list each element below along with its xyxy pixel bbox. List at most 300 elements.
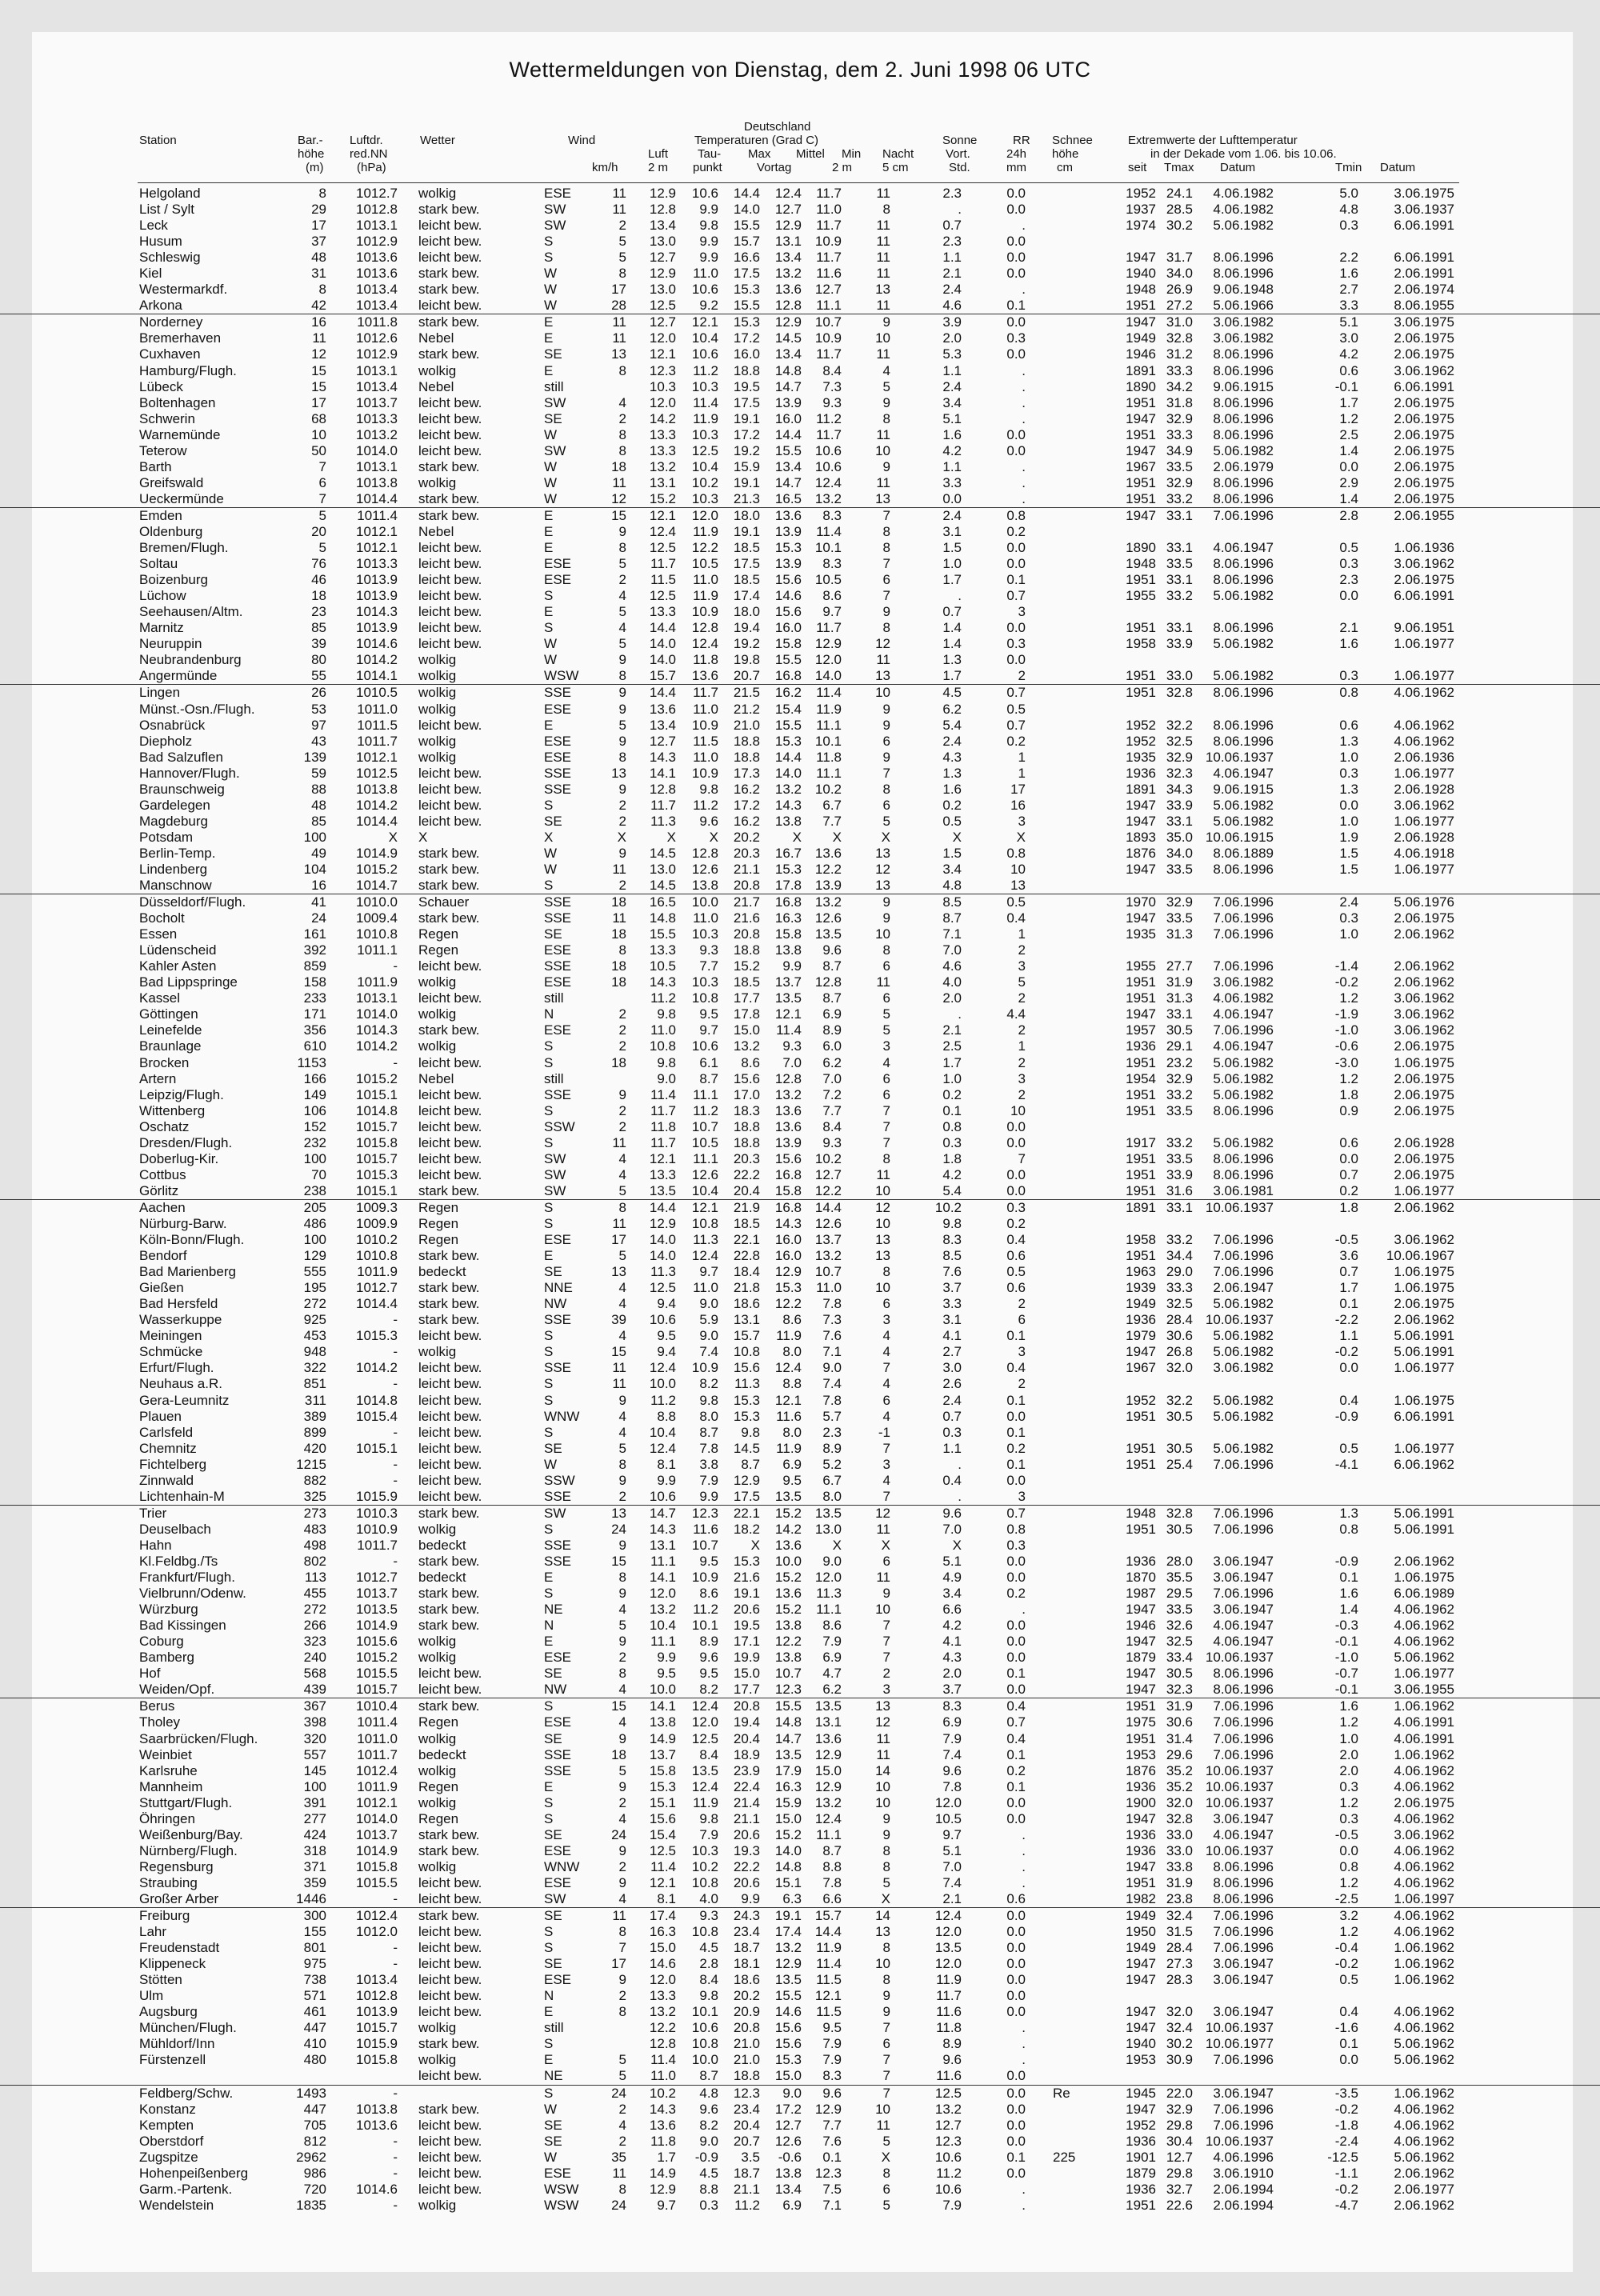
precip-cell: . [1022, 1874, 1026, 1890]
barometer-height-cell: 359 [303, 1874, 326, 1890]
dewpoint-cell: 12.6 [691, 861, 718, 877]
pressure-cell: 1015.5 [356, 1874, 398, 1890]
table-row [0, 1698, 1600, 1714]
header-rr-3: mm [1006, 161, 1026, 174]
barometer-height-cell: 1493 [296, 2085, 326, 2101]
table-row [0, 1167, 1600, 1183]
sunshine-cell: 3.4 [942, 1586, 962, 1602]
station-cell: Feldberg/Schw. [139, 2085, 234, 2101]
table-row [0, 1747, 1600, 1763]
night-temp-cell: 6 [882, 572, 890, 588]
barometer-height-cell: 43 [311, 733, 326, 749]
precip-cell: 0.0 [1006, 1134, 1026, 1150]
barometer-height-cell: 389 [303, 1408, 326, 1424]
pressure-cell: 1012.7 [356, 186, 398, 201]
barometer-height-cell: 158 [303, 974, 326, 990]
pressure-cell: 1013.5 [356, 1602, 398, 1618]
barometer-height-cell: 100 [303, 829, 326, 845]
night-temp-cell: 6 [882, 2036, 890, 2052]
station-cell: Düsseldorf/Flugh. [139, 894, 246, 910]
night-temp-cell: 10 [875, 2101, 890, 2117]
station-cell: Erfurt/Flugh. [139, 1360, 214, 1376]
pressure-cell: 1013.9 [356, 620, 398, 636]
sunshine-cell: 0.5 [942, 813, 962, 829]
precip-cell: 0.0 [1006, 250, 1026, 266]
dewpoint-cell: 10.3 [691, 426, 718, 442]
barometer-height-cell: 139 [303, 749, 326, 765]
tmin-date-cell: 4.06.1962 [1394, 733, 1454, 749]
dewpoint-cell: 10.4 [691, 1182, 718, 1198]
night-temp-cell: 11 [876, 2117, 890, 2133]
wind-direction-cell: ESE [544, 1842, 572, 1858]
max-temp-cell: 24.3 [733, 1908, 760, 1924]
min-temp-cell: 6.7 [822, 797, 842, 813]
night-temp-cell: 7 [882, 588, 890, 604]
wind-direction-cell: W [544, 266, 558, 282]
dewpoint-cell: 11.2 [693, 1602, 718, 1618]
min-temp-cell: 11.1 [816, 717, 842, 733]
air-temp-cell: 14.3 [649, 2101, 676, 2117]
precip-cell: 0.0 [1006, 2101, 1026, 2117]
barometer-height-cell: 113 [304, 1570, 326, 1586]
wind-speed-cell: 4 [618, 1166, 626, 1182]
tmin-date-cell: 4.06.1962 [1394, 2101, 1454, 2117]
max-temp-cell: 20.8 [733, 2020, 760, 2036]
pressure-cell: 1015.1 [356, 1440, 398, 1456]
min-temp-cell: 7.8 [822, 1296, 842, 1312]
tmin-date-cell: 3.06.1962 [1394, 797, 1454, 813]
wind-speed-cell: 9 [618, 1537, 626, 1553]
tmin-cell: -0.9 [1334, 1408, 1358, 1424]
tmin-cell: -3.5 [1334, 2085, 1358, 2101]
barometer-height-cell: 1153 [297, 1054, 326, 1070]
pressure-cell: 1012.1 [356, 523, 398, 539]
weather-cell: wolkig [418, 186, 457, 201]
tmin-cell: 1.2 [1339, 990, 1358, 1006]
barometer-height-cell: 70 [311, 1166, 326, 1182]
sunshine-cell: 8.5 [942, 894, 962, 910]
wind-speed-cell: 11 [612, 2165, 626, 2181]
table-row [0, 1940, 1600, 1956]
wind-direction-cell: ESE [544, 1022, 572, 1038]
barometer-height-cell: 439 [303, 1682, 326, 1698]
wind-speed-cell: 4 [618, 1408, 626, 1424]
station-cell: Brocken [139, 1054, 190, 1070]
tmin-cell: 1.2 [1339, 410, 1358, 426]
weather-cell: leicht bew. [418, 717, 482, 733]
tmin-date-cell: 1.06.1962 [1394, 1698, 1454, 1714]
wind-speed-cell: 4 [618, 1810, 626, 1826]
tmax-cell: 34.3 [1166, 781, 1193, 797]
tmin-cell: 0.4 [1339, 1392, 1358, 1408]
weather-cell: leicht bew. [418, 394, 482, 410]
table-row [0, 1538, 1600, 1554]
pressure-cell: 1013.8 [356, 2101, 398, 2117]
mean-temp-cell: 13.4 [774, 250, 802, 266]
min-temp-cell: 8.3 [822, 556, 842, 572]
tmax-cell: 30.2 [1166, 2036, 1193, 2052]
wind-speed-cell: 8 [618, 426, 626, 442]
station-cell: Kiel [139, 266, 162, 282]
air-temp-cell: 14.0 [649, 636, 676, 652]
barometer-height-cell: 100 [303, 1232, 326, 1248]
wind-speed-cell: 18 [611, 1054, 626, 1070]
sunshine-cell: 0.4 [942, 1472, 962, 1488]
tmin-date-cell: 1.06.1962 [1394, 1956, 1454, 1972]
air-temp-cell: 11.1 [650, 1553, 676, 1569]
wind-speed-cell: X [617, 829, 626, 845]
max-temp-cell: 20.4 [733, 2117, 760, 2133]
weather-cell: stark bew. [418, 202, 480, 218]
pressure-cell: 1011.9 [357, 1778, 398, 1794]
max-temp-cell: 18.8 [733, 1134, 760, 1150]
tmin-cell: 0.8 [1339, 1521, 1358, 1537]
max-temp-cell: 15.3 [733, 1408, 760, 1424]
dewpoint-cell: 8.4 [699, 1746, 718, 1762]
wind-speed-cell: 8 [618, 1570, 626, 1586]
weather-cell: leicht bew. [418, 1666, 482, 1682]
wind-direction-cell: S [544, 1376, 554, 1392]
station-cell: Hannover/Flugh. [139, 765, 240, 781]
station-cell: Braunschweig [139, 781, 225, 797]
pressure-cell: 1011.7 [357, 1746, 398, 1762]
air-temp-cell: 12.7 [649, 733, 676, 749]
precip-cell: 2 [1018, 1054, 1026, 1070]
pressure-cell: 1014.9 [356, 1618, 398, 1634]
precip-cell: 0.0 [1006, 540, 1026, 556]
pressure-cell: 1013.4 [356, 298, 398, 314]
air-temp-cell: 12.9 [649, 1216, 676, 1231]
air-temp-cell: 12.1 [649, 1874, 676, 1890]
night-temp-cell: 8 [882, 1972, 890, 1988]
tmax-cell: 33.5 [1166, 1102, 1193, 1118]
header-seit: seit [1128, 161, 1147, 174]
air-temp-cell: 10.6 [649, 1488, 676, 1504]
tmax-date-cell: 8.06.1996 [1213, 426, 1274, 442]
wind-speed-cell: 8 [618, 2181, 626, 2197]
tmax-cell: 33.1 [1166, 572, 1193, 588]
air-temp-cell: 12.5 [649, 298, 676, 314]
barometer-height-cell: 240 [303, 1650, 326, 1666]
air-temp-cell: 11.2 [650, 990, 676, 1006]
sunshine-cell: 4.3 [942, 1650, 962, 1666]
night-temp-cell: 11 [876, 218, 890, 234]
wind-direction-cell: SSE [544, 1360, 572, 1376]
wind-direction-cell: E [544, 1634, 554, 1650]
air-temp-cell: 10.0 [649, 1682, 676, 1698]
station-cell: Teterow [139, 442, 187, 458]
dewpoint-cell: 11.6 [693, 1521, 718, 1537]
mean-temp-cell: 15.6 [774, 604, 802, 620]
dewpoint-cell: 13.5 [691, 1762, 718, 1778]
max-temp-cell: 20.9 [733, 2004, 760, 2020]
dewpoint-cell: 11.9 [693, 1794, 718, 1810]
tmin-cell: -0.2 [1334, 2181, 1358, 2197]
pressure-cell: 1010.8 [356, 926, 398, 942]
mean-temp-cell: X [792, 829, 802, 845]
mean-temp-cell: 15.6 [774, 572, 802, 588]
pressure-cell: 1014.0 [356, 1006, 398, 1022]
wind-direction-cell: E [544, 507, 554, 523]
min-temp-cell: 10.1 [814, 540, 842, 556]
night-temp-cell: 11 [876, 266, 890, 282]
table-row [0, 2036, 1600, 2052]
barometer-height-cell: 16 [311, 314, 326, 330]
table-row [0, 2134, 1600, 2150]
min-temp-cell: 11.1 [816, 1602, 842, 1618]
sunshine-cell: 1.5 [942, 540, 962, 556]
mean-temp-cell: 16.0 [774, 410, 802, 426]
air-temp-cell: 11.0 [650, 1022, 676, 1038]
night-temp-cell: 11 [876, 250, 890, 266]
since-year-cell: 1949 [1126, 1296, 1156, 1312]
station-cell: Potsdam [139, 829, 194, 845]
tmax-cell: 32.9 [1166, 1070, 1193, 1086]
min-temp-cell: 7.3 [822, 1312, 842, 1328]
tmax-date-cell: 4.06.1947 [1213, 1038, 1274, 1054]
min-temp-cell: 7.5 [822, 2181, 842, 2197]
sunshine-cell: 8.9 [942, 2036, 962, 2052]
since-year-cell: 1947 [1126, 2020, 1156, 2036]
precip-cell: 0.0 [1006, 2068, 1026, 2084]
station-cell: Bad Marienberg [139, 1264, 236, 1280]
barometer-height-cell: 20 [311, 523, 326, 539]
tmax-cell: 32.8 [1166, 1810, 1193, 1826]
since-year-cell: 1951 [1126, 490, 1156, 506]
station-cell: Artern [139, 1070, 177, 1086]
since-year-cell: 1947 [1126, 1602, 1156, 1618]
air-temp-cell: 12.1 [649, 507, 676, 523]
tmax-cell: 32.0 [1166, 1360, 1193, 1376]
wind-direction-cell: SSE [544, 910, 572, 926]
tmin-date-cell: 1.06.1977 [1394, 813, 1454, 829]
sunshine-cell: 1.3 [942, 652, 962, 668]
max-temp-cell: 16.2 [733, 813, 760, 829]
sunshine-cell: 1.5 [942, 845, 962, 861]
barometer-height-cell: 986 [303, 2165, 326, 2181]
table-row [0, 1795, 1600, 1811]
mean-temp-cell: 12.9 [774, 1264, 802, 1280]
station-cell: Bad Salzuflen [139, 749, 223, 765]
since-year-cell: 1951 [1126, 1102, 1156, 1118]
table-row [0, 862, 1600, 878]
mean-temp-cell: 16.0 [774, 1248, 802, 1264]
weather-cell: wolkig [418, 1038, 457, 1054]
mean-temp-cell: 11.4 [776, 1022, 802, 1038]
min-temp-cell: 11.7 [816, 250, 842, 266]
tmin-date-cell: 2.06.1975 [1394, 458, 1454, 474]
wind-speed-cell: 18 [611, 1746, 626, 1762]
tmin-cell: 4.2 [1339, 346, 1358, 362]
min-temp-cell: 12.9 [814, 1746, 842, 1762]
wind-direction-cell: S [544, 1328, 554, 1344]
since-year-cell: 1951 [1126, 1166, 1156, 1182]
min-temp-cell: 13.2 [814, 894, 842, 910]
wind-direction-cell: SSE [544, 894, 572, 910]
sunshine-cell: 2.0 [942, 330, 962, 346]
max-temp-cell: 15.7 [733, 234, 760, 250]
tmin-date-cell: 5.06.1991 [1394, 1521, 1454, 1537]
wind-direction-cell: W [544, 652, 558, 668]
sunshine-cell: 1.0 [942, 556, 962, 572]
station-cell: Frankfurt/Flugh. [139, 1570, 235, 1586]
station-cell: Bad Kissingen [139, 1618, 226, 1634]
mean-temp-cell: 13.4 [774, 346, 802, 362]
air-temp-cell: 15.1 [649, 1794, 676, 1810]
weather-cell: leicht bew. [418, 2181, 482, 2197]
precip-cell: 0.0 [1006, 1634, 1026, 1650]
sunshine-cell: 13.5 [934, 1940, 962, 1956]
night-temp-cell: 5 [882, 1006, 890, 1022]
tmax-cell: 28.3 [1166, 1972, 1193, 1988]
air-temp-cell: 8.1 [657, 1456, 676, 1472]
air-temp-cell: 14.0 [649, 1232, 676, 1248]
wind-speed-cell: 4 [618, 1602, 626, 1618]
air-temp-cell: 12.4 [649, 1440, 676, 1456]
night-temp-cell: 11 [876, 474, 890, 490]
precip-cell: 2 [1018, 668, 1026, 684]
wind-speed-cell: 9 [618, 845, 626, 861]
sunshine-cell: 6.6 [942, 1602, 962, 1618]
tmax-date-cell: 8.06.1996 [1213, 394, 1274, 410]
table-row [0, 2068, 1600, 2084]
wind-speed-cell: 18 [611, 926, 626, 942]
wind-direction-cell: ESE [544, 572, 572, 588]
pressure-cell: 1014.1 [356, 668, 398, 684]
tmin-date-cell: 4.06.1962 [1394, 685, 1454, 701]
tmax-cell: 33.0 [1166, 1842, 1193, 1858]
tmin-cell: 0.3 [1339, 1810, 1358, 1826]
barometer-height-cell: 37 [311, 234, 326, 250]
since-year-cell: 1951 [1126, 620, 1156, 636]
header-bar-1: Bar.- [298, 134, 323, 147]
barometer-height-cell: 129 [303, 1248, 326, 1264]
barometer-height-cell: 447 [303, 2020, 326, 2036]
precip-cell: 0.0 [1006, 1908, 1026, 1924]
table-row [0, 1055, 1600, 1071]
max-temp-cell: 11.3 [734, 1376, 760, 1392]
air-temp-cell: 12.5 [649, 540, 676, 556]
since-year-cell: 1951 [1126, 1408, 1156, 1424]
sunshine-cell: 9.6 [942, 1762, 962, 1778]
min-temp-cell: 2.3 [822, 1424, 842, 1440]
tmin-cell: 0.9 [1339, 1102, 1358, 1118]
since-year-cell: 1947 [1126, 442, 1156, 458]
pressure-cell: 1012.8 [356, 202, 398, 218]
dewpoint-cell: 11.9 [693, 588, 718, 604]
max-temp-cell: 13.2 [733, 1038, 760, 1054]
wind-direction-cell: E [544, 362, 554, 378]
night-temp-cell: 7 [882, 2020, 890, 2036]
tmax-cell: 33.5 [1166, 1602, 1193, 1618]
tmin-cell: -1.8 [1334, 2117, 1358, 2133]
sunshine-cell: 7.6 [942, 1264, 962, 1280]
table-row [0, 1071, 1600, 1087]
tmax-date-cell: 8.06.1996 [1213, 1150, 1274, 1166]
dewpoint-cell: 6.1 [699, 1054, 718, 1070]
tmin-date-cell: 3.06.1937 [1394, 202, 1454, 218]
table-row [0, 2052, 1600, 2068]
wind-speed-cell: 11 [612, 861, 626, 877]
precip-cell: 0.6 [1006, 1890, 1026, 1906]
wind-direction-cell: SSE [544, 1086, 572, 1102]
tmin-date-cell: 1.06.1962 [1394, 1746, 1454, 1762]
mean-temp-cell: 8.8 [782, 1376, 802, 1392]
tmax-cell: 30.9 [1166, 2052, 1193, 2068]
station-cell: Berlin-Temp. [139, 845, 216, 861]
sunshine-cell: 5.4 [942, 717, 962, 733]
weather-cell: leicht bew. [418, 1440, 482, 1456]
station-cell: Bad Hersfeld [139, 1296, 218, 1312]
min-temp-cell: 7.8 [822, 1874, 842, 1890]
table-row [0, 750, 1600, 766]
station-cell: Hahn [139, 1537, 172, 1553]
air-temp-cell: 9.0 [657, 1070, 676, 1086]
night-temp-cell: 13 [875, 845, 890, 861]
tmin-cell: 2.5 [1339, 426, 1358, 442]
tmin-date-cell: 3.06.1962 [1394, 1006, 1454, 1022]
min-temp-cell: 11.4 [816, 685, 842, 701]
air-temp-cell: 13.3 [649, 1166, 676, 1182]
table-row [0, 1489, 1600, 1505]
wind-speed-cell: 8 [618, 1199, 626, 1215]
sunshine-cell: 1.8 [942, 1150, 962, 1166]
barometer-height-cell: 300 [303, 1908, 326, 1924]
wind-direction-cell: S [544, 1199, 554, 1215]
weather-cell: stark bew. [418, 1296, 480, 1312]
min-temp-cell: 13.2 [814, 490, 842, 506]
mean-temp-cell: 13.2 [774, 266, 802, 282]
sunshine-cell: 5.4 [942, 1182, 962, 1198]
precip-cell: . [1022, 1858, 1026, 1874]
mean-temp-cell: 15.6 [774, 2020, 802, 2036]
wind-speed-cell: 18 [611, 974, 626, 990]
precip-cell: 3 [1018, 958, 1026, 974]
tmax-date-cell: 10.06.1937 [1205, 2133, 1274, 2149]
mean-temp-cell: 15.8 [774, 926, 802, 942]
sunshine-cell: 2.6 [942, 1376, 962, 1392]
pressure-cell: 1014.2 [356, 797, 398, 813]
dewpoint-cell: 10.5 [691, 556, 718, 572]
station-cell: Schwerin [139, 410, 195, 426]
pressure-cell: 1011.9 [357, 1264, 398, 1280]
pressure-cell: 1012.8 [356, 1988, 398, 2004]
night-temp-cell: X [881, 829, 890, 845]
station-cell: Bremerhaven [139, 330, 222, 346]
barometer-height-cell: 24 [311, 910, 326, 926]
barometer-height-cell: 15 [311, 378, 326, 394]
wind-speed-cell: 24 [611, 1521, 626, 1537]
station-cell: Saarbrücken/Flugh. [139, 1730, 258, 1746]
min-temp-cell: 9.6 [822, 2085, 842, 2101]
tmin-date-cell: 2.06.1955 [1394, 507, 1454, 523]
pressure-cell: - [393, 2133, 398, 2149]
dewpoint-cell: 12.3 [691, 1505, 718, 1521]
night-temp-cell: 11 [876, 652, 890, 668]
barometer-height-cell: 80 [311, 652, 326, 668]
pressure-cell: 1013.1 [356, 990, 398, 1006]
max-temp-cell: 21.0 [733, 717, 760, 733]
night-temp-cell: 3 [882, 1682, 890, 1698]
weather-cell: Regen [418, 1232, 459, 1248]
precip-cell: 0.0 [1006, 2133, 1026, 2149]
table-row [0, 1425, 1600, 1441]
tmin-cell: 2.8 [1339, 507, 1358, 523]
tmin-cell: -0.1 [1334, 1634, 1358, 1650]
tmax-date-cell: 7.06.1996 [1213, 894, 1274, 910]
table-row [0, 1087, 1600, 1103]
mean-temp-cell: 13.2 [774, 781, 802, 797]
